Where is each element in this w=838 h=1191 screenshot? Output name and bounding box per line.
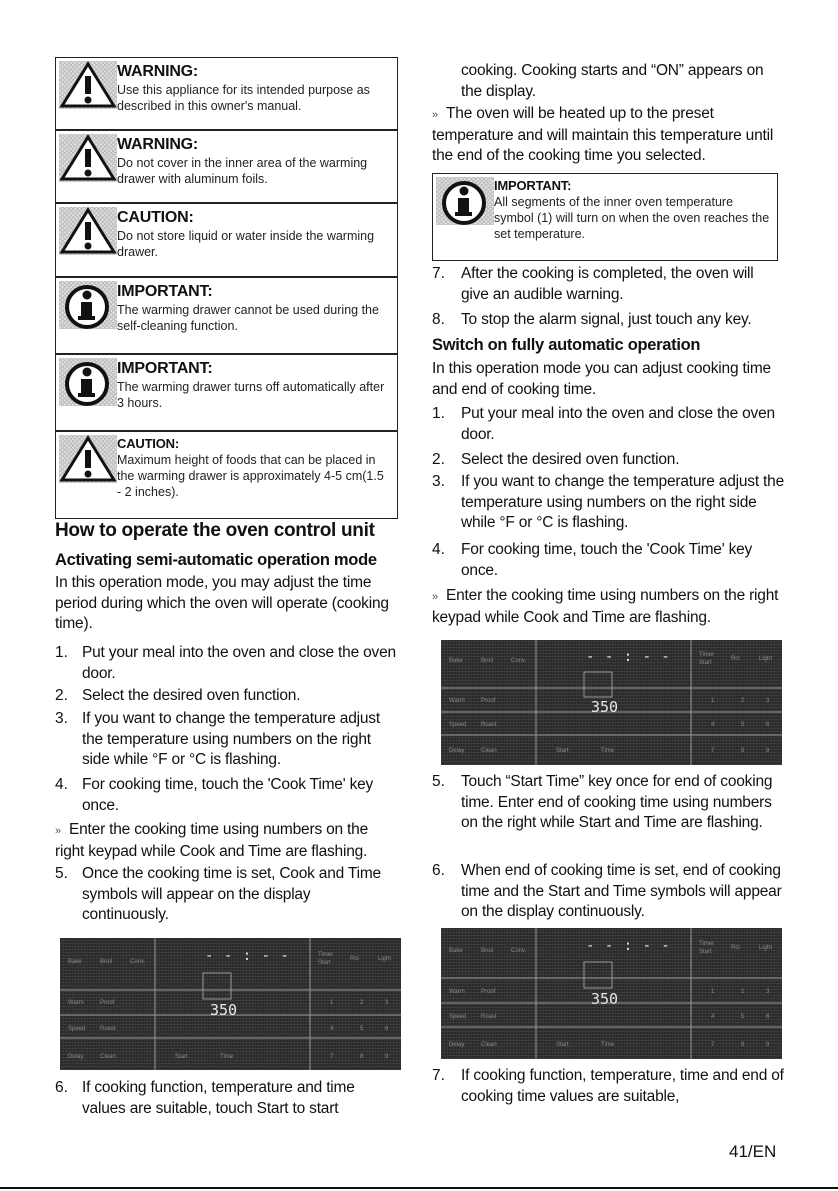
semi-note: » Enter the cooking time using numbers on the right keypad while Cook and Time are flashing. — [55, 821, 368, 860]
step-number: 6. — [432, 862, 445, 879]
notice-text: The warming drawer cannot be used during the self-cleaning function. — [117, 303, 379, 333]
semi-intro: In this operation mode, you may adjust the time period during which the oven will operate (cooking time). — [55, 574, 389, 632]
svg-text:Bake: Bake — [449, 948, 463, 954]
step-text: If you want to change the temperature adjust the temperature using numbers on the right side while °F or °C is flashing. — [461, 473, 784, 531]
step-number: 4. — [432, 541, 445, 558]
step-text: When end of cooking time is set, end of cooking time and the Start and Time symbols will appear on the display continuously. — [461, 862, 782, 920]
svg-text:Speed: Speed — [68, 1026, 86, 1032]
svg-text:8: 8 — [741, 1042, 745, 1048]
svg-text:Conv.: Conv. — [130, 959, 146, 965]
warning-triangle-icon — [59, 207, 117, 255]
svg-text:Start: Start — [318, 960, 331, 966]
footer-rule — [0, 1187, 838, 1189]
svg-text:9: 9 — [385, 1054, 389, 1060]
info-icon — [59, 281, 117, 329]
svg-text:Start: Start — [699, 660, 712, 666]
notice-text: Do not store liquid or water inside the warming drawer. — [117, 229, 375, 259]
warning-triangle-icon — [59, 435, 117, 483]
svg-text:Bake: Bake — [449, 658, 463, 664]
info-icon — [59, 358, 117, 406]
notice-heading: CAUTION: — [117, 436, 179, 451]
svg-text:Timer: Timer — [318, 952, 334, 958]
panel-time-display: - - : - - — [205, 948, 290, 964]
svg-text:Conv.: Conv. — [511, 658, 527, 664]
control-panel-image — [441, 928, 782, 1059]
svg-text:Warm: Warm — [449, 989, 465, 995]
svg-text:Roast: Roast — [481, 1014, 497, 1020]
full-note: » Enter the cooking time using numbers on the right keypad while Cook and Time are flashing. — [432, 587, 779, 626]
panel-temp-display: 350 — [591, 990, 619, 1008]
svg-text:1: 1 — [711, 989, 715, 995]
svg-text:5: 5 — [741, 1014, 745, 1020]
svg-text:Time: Time — [601, 1042, 615, 1048]
svg-text:3: 3 — [766, 989, 770, 995]
step-number: 8. — [432, 311, 445, 328]
warning-triangle-icon — [59, 61, 117, 109]
svg-text:Clean: Clean — [481, 1042, 497, 1048]
step-text: Touch “Start Time” key once for end of cooking time. Enter end of cooking time using numbers on the right while Start and Time are flashing. — [461, 773, 773, 831]
step-text: To stop the alarm signal, just touch any key. — [461, 311, 752, 328]
svg-text:Clean: Clean — [481, 748, 497, 754]
warning-triangle-icon — [59, 134, 117, 182]
step-number: 5. — [55, 865, 68, 882]
svg-text:Speed: Speed — [449, 722, 467, 728]
svg-text:Speed: Speed — [449, 1014, 467, 1020]
svg-text:6: 6 — [385, 1026, 389, 1032]
panel-time-display: - - : - - — [586, 938, 671, 954]
step-text: Select the desired oven function. — [82, 687, 301, 704]
step-text: If cooking function, temperature, time and end of cooking time values are suitable, — [461, 1067, 784, 1105]
step-number: 7. — [432, 265, 445, 282]
svg-text:Bake: Bake — [68, 959, 82, 965]
svg-text:4: 4 — [711, 722, 715, 728]
svg-text:Broil: Broil — [481, 658, 494, 664]
step-number: 1. — [432, 405, 445, 422]
notice-text: Maximum height of foods that can be placed in the warming drawer is approximately 4-5 cm(1.5 - 2 inches). — [117, 453, 384, 499]
step-number: 5. — [432, 773, 445, 790]
svg-text:5: 5 — [741, 722, 745, 728]
step-number: 2. — [55, 687, 68, 704]
step-number: 1. — [55, 644, 68, 661]
notice-heading: CAUTION: — [117, 209, 194, 226]
notice-text: The warming drawer turns off automatically after 3 hours. — [117, 380, 385, 410]
svg-text:Proof: Proof — [481, 989, 496, 995]
notice-heading: IMPORTANT: — [117, 360, 213, 377]
svg-text:Rcl: Rcl — [731, 656, 740, 662]
panel-temp-display: 350 — [210, 1001, 238, 1019]
svg-text:Warm: Warm — [449, 698, 465, 704]
step-text: If you want to change the temperature adjust the temperature using numbers on the right side while °F or °C is flashing. — [82, 710, 380, 768]
important-box — [55, 354, 398, 431]
notice-text: All segments of the inner oven temperature symbol (1) will turn on when the oven reaches the set temperature. — [494, 195, 770, 241]
svg-text:Clean: Clean — [100, 1054, 116, 1060]
svg-text:2: 2 — [741, 698, 745, 704]
caution-box — [55, 203, 398, 277]
svg-text:6: 6 — [766, 722, 770, 728]
svg-text:2: 2 — [360, 1000, 364, 1006]
svg-text:Delay: Delay — [449, 748, 465, 754]
svg-text:Broil: Broil — [100, 959, 113, 965]
step-text: For cooking time, touch the 'Cook Time' key once. — [461, 541, 753, 579]
svg-text:Roast: Roast — [100, 1026, 116, 1032]
control-panel-image — [60, 938, 401, 1070]
svg-text:8: 8 — [360, 1054, 364, 1060]
notice-text: Do not cover in the inner area of the warming drawer with aluminum foils. — [117, 156, 368, 186]
step-text: For cooking time, touch the 'Cook Time' key once. — [82, 776, 374, 814]
step-text: Select the desired oven function. — [461, 451, 680, 468]
important-box — [55, 277, 398, 354]
step-number: 4. — [55, 776, 68, 793]
svg-text:1: 1 — [711, 698, 715, 704]
heating-note: » The oven will be heated up to the preset temperature and will maintain this temperature until the end of the cooking time you selected. — [432, 105, 774, 164]
svg-text:6: 6 — [766, 1014, 770, 1020]
step-text: If cooking function, temperature and time values are suitable, touch Start to start — [82, 1079, 355, 1117]
svg-text:Delay: Delay — [449, 1042, 465, 1048]
step-number: 2. — [432, 451, 445, 468]
svg-text:Rcl: Rcl — [350, 956, 359, 962]
svg-text:Time: Time — [220, 1054, 234, 1060]
warning-box — [55, 130, 398, 203]
svg-text:Start: Start — [175, 1054, 188, 1060]
svg-text:5: 5 — [360, 1026, 364, 1032]
svg-text:Delay: Delay — [68, 1054, 84, 1060]
svg-text:Light: Light — [378, 956, 392, 962]
svg-text:8: 8 — [741, 748, 745, 754]
step-text: Put your meal into the oven and close the oven door. — [461, 405, 775, 443]
svg-text:Timer: Timer — [699, 941, 715, 947]
svg-text:Light: Light — [759, 656, 773, 662]
info-icon — [436, 177, 494, 225]
notice-heading: IMPORTANT: — [117, 283, 213, 300]
continued-text: cooking. Cooking starts and “ON” appears on the display. — [461, 62, 764, 100]
subsection-title: Switch on fully automatic operation — [432, 336, 701, 354]
step-number: 7. — [432, 1067, 445, 1084]
page-number: 41/EN — [729, 1142, 777, 1161]
svg-text:7: 7 — [711, 748, 715, 754]
notice-heading: WARNING: — [117, 136, 199, 153]
svg-text:3: 3 — [385, 1000, 389, 1006]
important-box — [432, 173, 778, 261]
svg-text:1: 1 — [330, 1000, 334, 1006]
svg-text:Light: Light — [759, 945, 773, 951]
svg-text:Proof: Proof — [481, 698, 496, 704]
panel-time-display: - - : - - — [586, 649, 671, 665]
full-intro: In this operation mode you can adjust cooking time and end of cooking time. — [432, 360, 771, 398]
notice-heading: IMPORTANT: — [494, 178, 572, 193]
svg-text:4: 4 — [711, 1014, 715, 1020]
svg-text:Broil: Broil — [481, 948, 494, 954]
warning-box — [55, 57, 398, 130]
subsection-title: Activating semi-automatic operation mode — [55, 551, 377, 569]
step-text: Once the cooking time is set, Cook and Time symbols will appear on the display continuously. — [82, 865, 381, 923]
step-number: 3. — [55, 710, 68, 727]
control-panel-image — [441, 640, 782, 765]
svg-text:Timer: Timer — [699, 652, 715, 658]
svg-text:Start: Start — [556, 748, 569, 754]
notice-text: Use this appliance for its intended purpose as described in this owner's manual. — [117, 83, 370, 113]
svg-text:3: 3 — [766, 698, 770, 704]
svg-text:2: 2 — [741, 989, 745, 995]
svg-text:Roast: Roast — [481, 722, 497, 728]
step-text: Put your meal into the oven and close the oven door. — [82, 644, 396, 682]
svg-text:Rcl: Rcl — [731, 945, 740, 951]
svg-text:9: 9 — [766, 748, 770, 754]
svg-text:Time: Time — [601, 748, 615, 754]
svg-text:Proof: Proof — [100, 1000, 115, 1006]
svg-text:7: 7 — [711, 1042, 715, 1048]
step-text: After the cooking is completed, the oven will give an audible warning. — [461, 265, 754, 303]
svg-text:7: 7 — [330, 1054, 334, 1060]
step-number: 6. — [55, 1079, 68, 1096]
caution-box — [55, 431, 398, 519]
svg-text:Warm: Warm — [68, 1000, 84, 1006]
panel-temp-display: 350 — [591, 698, 619, 716]
section-title: How to operate the oven control unit — [55, 520, 375, 541]
step-number: 3. — [432, 473, 445, 490]
svg-text:Start: Start — [699, 949, 712, 955]
svg-text:9: 9 — [766, 1042, 770, 1048]
svg-text:Conv.: Conv. — [511, 948, 527, 954]
svg-text:Start: Start — [556, 1042, 569, 1048]
notice-heading: WARNING: — [117, 63, 199, 80]
svg-text:4: 4 — [330, 1026, 334, 1032]
